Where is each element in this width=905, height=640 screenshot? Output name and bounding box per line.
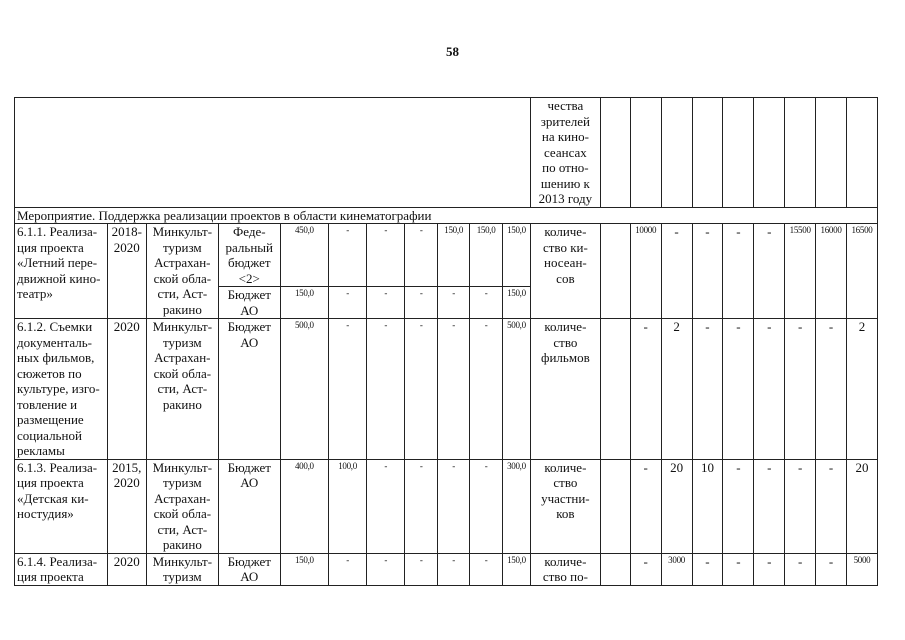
- measure-name-line: 6.1.2. Съемки: [17, 319, 93, 334]
- funding-source-line: ральный: [225, 239, 273, 255]
- funding-value-cell: -: [329, 553, 367, 585]
- target-value-cell: -: [723, 553, 754, 585]
- executor-line: Астрахан-: [154, 255, 211, 270]
- target-value-cell: -: [816, 459, 847, 553]
- funding-value-cell: -: [470, 553, 503, 585]
- target-value-cell: 15500: [785, 224, 816, 319]
- indicator-header-line: сеансах: [543, 144, 587, 160]
- indicator-line: количе-: [544, 553, 587, 569]
- target-value-cell: -: [785, 459, 816, 553]
- funding-source-cell: [218, 459, 280, 553]
- funding-value-cell: 400,0: [280, 459, 328, 553]
- target-value-cell: -: [816, 319, 847, 460]
- executor-line: Астрахан-: [154, 350, 211, 365]
- target-value-cell: -: [754, 553, 785, 585]
- header-row: [15, 98, 878, 208]
- target-header-cell: [816, 98, 847, 208]
- target-header-cell: [692, 98, 723, 208]
- indicator-line: носеан-: [544, 255, 587, 270]
- funding-value-cell: 450,0: [280, 224, 328, 287]
- executor-line: ракино: [162, 396, 202, 412]
- indicator-line: количе-: [544, 224, 587, 239]
- target-value-cell: -: [723, 224, 754, 319]
- program-table: [14, 97, 878, 586]
- funding-value-cell: -: [438, 319, 470, 460]
- funding-value-cell: 150,0: [503, 224, 531, 287]
- indicator-cell: [530, 224, 600, 319]
- funding-source-line: Феде-: [232, 224, 266, 239]
- measure-name-cell: [15, 553, 108, 585]
- funding-value-cell: -: [405, 459, 438, 553]
- executor-line: туризм: [163, 475, 202, 490]
- table-row: [15, 224, 878, 287]
- target-value-cell: -: [692, 319, 723, 460]
- funding-source-cell: [218, 319, 280, 460]
- funding-value-cell: -: [438, 459, 470, 553]
- indicator-cell: [530, 459, 600, 553]
- funding-value-cell: -: [367, 319, 405, 460]
- funding-value-cell: -: [367, 459, 405, 553]
- years-cell: [107, 319, 146, 460]
- target-value-cell: 16000: [816, 224, 847, 319]
- years-cell: [107, 553, 146, 585]
- funding-source-cell: [218, 224, 280, 287]
- measure-name-line: 6.1.3. Реализа-: [17, 459, 98, 475]
- target-value-cell: 16500: [846, 224, 877, 319]
- executor-line: Минкульт-: [152, 319, 213, 334]
- funding-source-cell: [218, 287, 280, 319]
- executor-line: ракино: [162, 301, 202, 317]
- executor-line: туризм: [163, 569, 202, 584]
- indicator-line: ство: [553, 334, 578, 350]
- executor-line: Минкульт-: [152, 224, 213, 239]
- target-header-cell: [661, 98, 692, 208]
- target-header-cell: [846, 98, 877, 208]
- executor-line: Астрахан-: [154, 490, 211, 506]
- indicator-cell: [530, 319, 600, 460]
- measure-name-line: ция проекта: [17, 569, 84, 584]
- indicator-header-line: по отно-: [542, 160, 589, 175]
- executor-line: сти, Аст-: [157, 381, 208, 396]
- target-value-cell: -: [661, 224, 692, 319]
- indicator-header-line: зрителей: [540, 113, 591, 129]
- target-value-cell: -: [630, 459, 661, 553]
- funding-value-cell: -: [405, 224, 438, 287]
- baseline-cell: [600, 553, 630, 585]
- target-header-cell: [754, 98, 785, 208]
- target-value-cell: -: [816, 553, 847, 585]
- funding-value-cell: 150,0: [280, 287, 328, 319]
- page-number: 58: [446, 44, 459, 59]
- target-value-cell: -: [723, 459, 754, 553]
- executor-cell: [146, 459, 218, 553]
- baseline-cell: [600, 224, 630, 319]
- years-cell: [107, 224, 146, 319]
- funding-value-cell: -: [367, 287, 405, 319]
- measure-name-line: товление и: [17, 396, 78, 412]
- target-value-cell: 2: [661, 319, 692, 460]
- indicator-cell: [530, 553, 600, 585]
- years-line: 2020: [113, 239, 140, 255]
- executor-line: туризм: [163, 334, 202, 350]
- measure-name-line: театр»: [17, 286, 53, 301]
- target-header-cell: [785, 98, 816, 208]
- funding-value-cell: 150,0: [280, 553, 328, 585]
- funding-source-line: Бюджет: [227, 459, 271, 475]
- measure-name-line: ция проекта: [17, 475, 84, 490]
- funding-value-cell: -: [367, 224, 405, 287]
- funding-value-cell: 300,0: [503, 459, 531, 553]
- executor-line: ракино: [162, 537, 202, 552]
- measure-name-line: культуре, изго-: [17, 381, 100, 396]
- measure-name-line: «Летний пере-: [17, 255, 98, 270]
- indicator-line: сов: [556, 270, 575, 286]
- target-value-cell: -: [692, 224, 723, 319]
- target-value-cell: 10: [692, 459, 723, 553]
- executor-line: ской обла-: [153, 506, 212, 521]
- indicator-line: количе-: [544, 319, 587, 334]
- funding-value-cell: 100,0: [329, 459, 367, 553]
- funding-value-cell: 150,0: [470, 224, 503, 287]
- funding-value-cell: -: [470, 287, 503, 319]
- measure-name-line: рекламы: [17, 443, 65, 458]
- indicator-header-line: на кино-: [541, 129, 589, 144]
- event-title: Мероприятие. Поддержка реализации проектов в области кинематографии: [15, 207, 878, 224]
- funding-value-cell: -: [438, 287, 470, 319]
- indicator-header-line: шению к: [540, 175, 590, 191]
- target-header-cell: [600, 98, 630, 208]
- target-value-cell: 20: [661, 459, 692, 553]
- funding-value-cell: -: [329, 287, 367, 319]
- measure-name-line: 6.1.1. Реализа-: [17, 224, 98, 239]
- indicator-header-cell: [530, 98, 600, 208]
- target-value-cell: -: [785, 319, 816, 460]
- indicator-header-line: чества: [547, 98, 584, 113]
- funding-source-line: бюджет: [227, 255, 271, 270]
- target-value-cell: 2: [846, 319, 877, 460]
- funding-source-cell: [218, 553, 280, 585]
- target-value-cell: -: [630, 319, 661, 460]
- funding-source-line: Бюджет: [227, 553, 271, 569]
- measure-name-line: ция проекта: [17, 239, 84, 255]
- table-row: [15, 459, 878, 553]
- measure-name-line: сюжетов по: [17, 365, 82, 381]
- target-value-cell: -: [754, 224, 785, 319]
- target-value-cell: 5000: [846, 553, 877, 585]
- executor-line: туризм: [163, 239, 202, 255]
- target-header-cell: [723, 98, 754, 208]
- indicator-line: ков: [556, 506, 575, 521]
- years-line: 2020: [113, 319, 140, 334]
- executor-line: Минкульт-: [152, 553, 213, 569]
- funding-value-cell: -: [405, 319, 438, 460]
- indicator-line: участни-: [541, 490, 590, 506]
- funding-value-cell: -: [470, 459, 503, 553]
- funding-source-line: АО: [240, 302, 259, 318]
- measure-name-line: документаль-: [17, 334, 92, 350]
- target-value-cell: -: [723, 319, 754, 460]
- funding-value-cell: -: [405, 553, 438, 585]
- years-line: 2015,: [112, 459, 142, 475]
- funding-source-line: Бюджет: [227, 319, 271, 334]
- executor-line: Минкульт-: [152, 459, 213, 475]
- measure-name-line: 6.1.4. Реализа-: [17, 553, 98, 569]
- indicator-line: количе-: [544, 459, 587, 475]
- table-row: [15, 319, 878, 460]
- measure-name-line: ных фильмов,: [17, 350, 95, 365]
- funding-source-line: Бюджет: [227, 287, 271, 302]
- measure-name-cell: [15, 459, 108, 553]
- target-value-cell: -: [785, 553, 816, 585]
- measure-name-line: движной кино-: [17, 270, 101, 286]
- executor-line: ской обла-: [153, 270, 212, 286]
- indicator-header-line: 2013 году: [538, 191, 593, 206]
- executor-cell: [146, 319, 218, 460]
- funding-source-line: АО: [240, 334, 259, 350]
- executor-line: ской обла-: [153, 365, 212, 381]
- years-line: 2020: [113, 553, 140, 569]
- funding-source-line: АО: [240, 569, 259, 584]
- target-header-cell: [630, 98, 661, 208]
- indicator-line: фильмов: [541, 350, 590, 365]
- target-value-cell: 20: [846, 459, 877, 553]
- baseline-cell: [600, 459, 630, 553]
- funding-value-cell: -: [470, 319, 503, 460]
- indicator-line: ство по-: [542, 569, 588, 584]
- executor-cell: [146, 224, 218, 319]
- funding-source-line: <2>: [238, 270, 260, 286]
- target-value-cell: 3000: [661, 553, 692, 585]
- funding-value-cell: -: [329, 224, 367, 287]
- measure-name-line: ностудия»: [17, 506, 74, 521]
- funding-source-line: АО: [240, 475, 259, 490]
- funding-value-cell: -: [367, 553, 405, 585]
- header-blank-cell: [15, 98, 531, 208]
- years-cell: [107, 459, 146, 553]
- funding-value-cell: -: [329, 319, 367, 460]
- funding-value-cell: -: [405, 287, 438, 319]
- indicator-line: ство: [553, 475, 578, 490]
- target-value-cell: -: [630, 553, 661, 585]
- executor-line: сти, Аст-: [157, 521, 208, 537]
- funding-value-cell: -: [438, 553, 470, 585]
- measure-name-cell: [15, 319, 108, 460]
- target-value-cell: -: [754, 459, 785, 553]
- target-value-cell: -: [754, 319, 785, 460]
- years-line: 2018-: [111, 224, 142, 239]
- target-value-cell: 10000: [630, 224, 661, 319]
- executor-line: сти, Аст-: [157, 286, 208, 301]
- executor-cell: [146, 553, 218, 585]
- target-value-cell: -: [692, 553, 723, 585]
- funding-value-cell: 150,0: [503, 287, 531, 319]
- baseline-cell: [600, 319, 630, 460]
- event-row: [15, 207, 878, 224]
- funding-value-cell: 150,0: [438, 224, 470, 287]
- funding-value-cell: 500,0: [280, 319, 328, 460]
- funding-value-cell: 150,0: [503, 553, 531, 585]
- table-row: [15, 553, 878, 585]
- measure-name-line: социальной: [17, 427, 82, 443]
- measure-name-line: «Детская ки-: [17, 490, 89, 506]
- indicator-line: ство ки-: [542, 239, 588, 255]
- funding-value-cell: 500,0: [503, 319, 531, 460]
- measure-name-cell: [15, 224, 108, 319]
- measure-name-line: размещение: [17, 412, 84, 427]
- years-line: 2020: [113, 475, 140, 490]
